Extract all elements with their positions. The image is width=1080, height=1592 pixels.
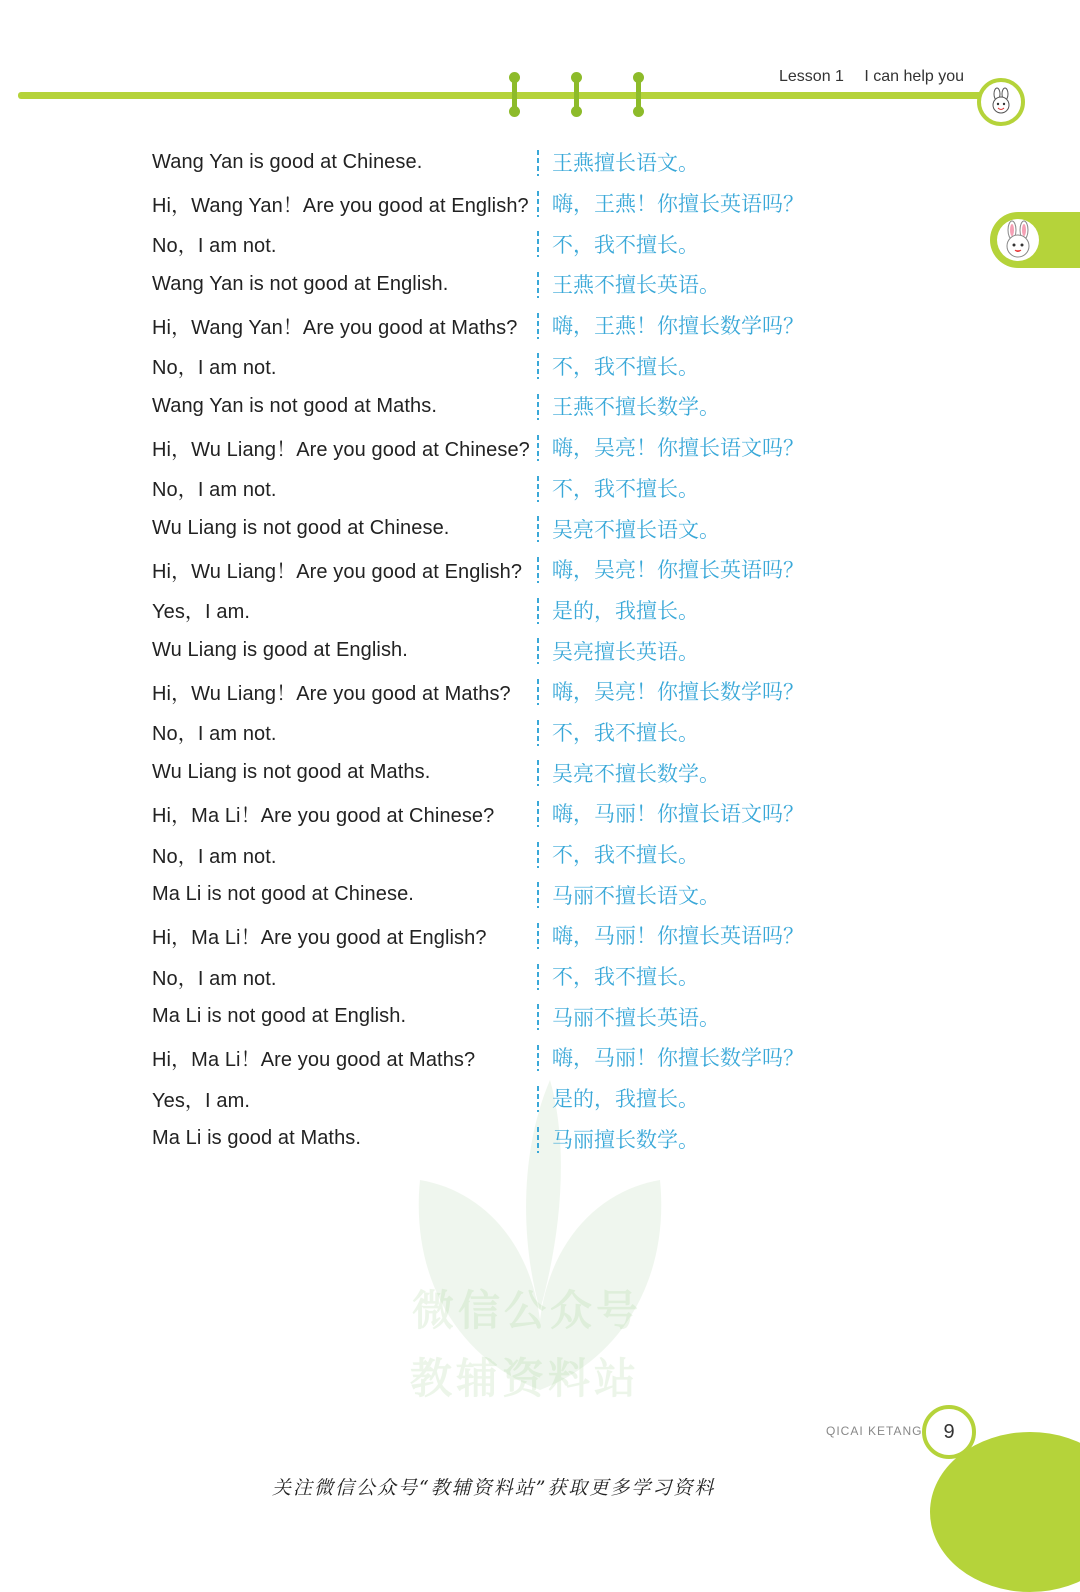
english-sentence: Wu Liang is good at English. [152,639,408,662]
dialogue-row [152,305,872,346]
column-divider [537,923,539,949]
chinese-translation: 吴亮不擅长数学。 [552,761,720,786]
english-sentence: No，I am not. [152,967,277,990]
chinese-translation: 马丽不擅长语文。 [552,883,720,908]
column-divider [537,679,539,705]
chinese-translation: 是的，我擅长。 [552,598,699,623]
chinese-translation: 王燕不擅长数学。 [552,395,720,420]
bottom-note: 关注微信公众号“教辅资料站”获取更多学习资料 [272,1477,716,1499]
dialogue-row [152,1037,872,1078]
column-divider [537,638,539,664]
chinese-translation: 嗨，吴亮！你擅长语文吗？ [552,436,804,461]
english-sentence: Hi，Wu Liang！Are you good at Chinese? [152,438,530,461]
english-sentence: Wu Liang is not good at Chinese. [152,517,450,540]
column-divider [537,720,539,746]
dialogue-row [152,956,872,997]
dialogue-row [152,264,872,305]
column-divider [537,1127,539,1153]
column-divider [537,353,539,379]
column-divider [537,1086,539,1112]
column-divider [537,598,539,624]
chinese-translation: 嗨，马丽！你擅长英语吗？ [552,924,804,949]
column-divider [537,964,539,990]
column-divider [537,1004,539,1030]
dialogue-row [152,915,872,956]
binder-clip-icon [571,72,581,116]
chinese-translation: 吴亮不擅长语文。 [552,517,720,542]
dialogue-row [152,752,872,793]
binder-clip-icon [509,72,519,116]
chinese-translation: 不，我不擅长。 [552,843,699,868]
chinese-translation: 不，我不擅长。 [552,965,699,990]
dialogue-row [152,508,872,549]
binder-clip-icon [633,72,643,116]
lesson-title: I can help you [864,68,965,85]
chinese-translation: 吴亮擅长英语。 [552,639,699,664]
english-sentence: Hi，Wu Liang！Are you good at English? [152,560,523,583]
chinese-translation: 嗨，吴亮！你擅长英语吗？ [552,558,804,583]
mascot-badge [977,78,1025,126]
lesson-number: Lesson 1 [779,68,844,85]
english-sentence: No，I am not. [152,357,277,380]
column-divider [537,150,539,176]
dialogue-list [152,142,872,1159]
english-sentence: No，I am not. [152,235,277,258]
column-divider [537,476,539,502]
chinese-translation: 嗨，马丽！你擅长语文吗？ [552,802,804,827]
header-rule [18,92,988,99]
column-divider [537,801,539,827]
chinese-translation: 嗨，王燕！你擅长英语吗？ [552,192,804,217]
dialogue-row [152,630,872,671]
dialogue-row [152,793,872,834]
column-divider [537,272,539,298]
watermark-line-1: 微信公众号 [412,1286,643,1335]
dialogue-row [152,549,872,590]
chinese-translation: 马丽擅长数学。 [552,1127,699,1152]
english-sentence: Ma Li is good at Maths. [152,1127,362,1150]
english-sentence: Hi，Ma Li！Are you good at Maths? [152,1048,476,1071]
dialogue-row [152,590,872,631]
watermark-line-2: 教辅资料站 [410,1354,641,1403]
chinese-translation: 是的，我擅长。 [552,1087,699,1112]
dialogue-row [152,427,872,468]
chinese-translation: 不，我不擅长。 [552,232,699,257]
chinese-translation: 不，我不擅长。 [552,720,699,745]
column-divider [537,842,539,868]
footer-brand: QICAI KETANG [826,1424,923,1438]
column-divider [537,394,539,420]
dialogue-row [152,1119,872,1160]
chinese-translation: 嗨，马丽！你擅长数学吗？ [552,1046,804,1071]
english-sentence: No，I am not. [152,723,277,746]
column-divider [537,882,539,908]
english-sentence: Hi，Ma Li！Are you good at English? [152,926,487,949]
dialogue-row [152,834,872,875]
english-sentence: Wang Yan is not good at English. [152,272,449,295]
mascot-icon [986,87,1016,117]
dialogue-row [152,671,872,712]
english-sentence: Ma Li is not good at English. [152,1005,407,1028]
dialogue-row [152,712,872,753]
dialogue-row [152,345,872,386]
column-divider [537,557,539,583]
chinese-translation: 不，我不擅长。 [552,354,699,379]
column-divider [537,516,539,542]
english-sentence: Hi，Wu Liang！Are you good at Maths? [152,682,511,705]
english-sentence: Ma Li is not good at Chinese. [152,883,414,906]
chinese-translation: 王燕不擅长英语。 [552,273,720,298]
side-tab [990,212,1080,268]
english-sentence: Yes，I am. [152,601,250,624]
dialogue-row [152,386,872,427]
english-sentence: Hi，Wang Yan！Are you good at English? [152,194,529,217]
dialogue-row [152,874,872,915]
column-divider [537,1045,539,1071]
english-sentence: No，I am not. [152,845,277,868]
chinese-translation: 不，我不擅长。 [552,476,699,501]
chinese-translation: 嗨，吴亮！你擅长数学吗？ [552,680,804,705]
column-divider [537,231,539,257]
dialogue-row [152,183,872,224]
english-sentence: Hi，Wang Yan！Are you good at Maths? [152,316,518,339]
english-sentence: Wu Liang is not good at Maths. [152,761,431,784]
chinese-translation: 王燕擅长语文。 [552,151,699,176]
dialogue-row [152,996,872,1037]
english-sentence: Yes，I am. [152,1089,250,1112]
lesson-header [779,68,964,86]
column-divider [537,760,539,786]
chinese-translation: 嗨，王燕！你擅长数学吗？ [552,314,804,339]
chinese-translation: 马丽不擅长英语。 [552,1005,720,1030]
dialogue-row [152,468,872,509]
rabbit-icon [996,218,1040,262]
column-divider [537,313,539,339]
dialogue-row [152,223,872,264]
dialogue-row [152,1078,872,1119]
english-sentence: Hi，Ma Li！Are you good at Chinese? [152,804,495,827]
dialogue-row [152,142,872,183]
english-sentence: Wang Yan is not good at Maths. [152,394,438,417]
column-divider [537,191,539,217]
column-divider [537,435,539,461]
english-sentence: No，I am not. [152,479,277,502]
page-number: 9 [922,1405,976,1459]
english-sentence: Wang Yan is good at Chinese. [152,150,423,173]
